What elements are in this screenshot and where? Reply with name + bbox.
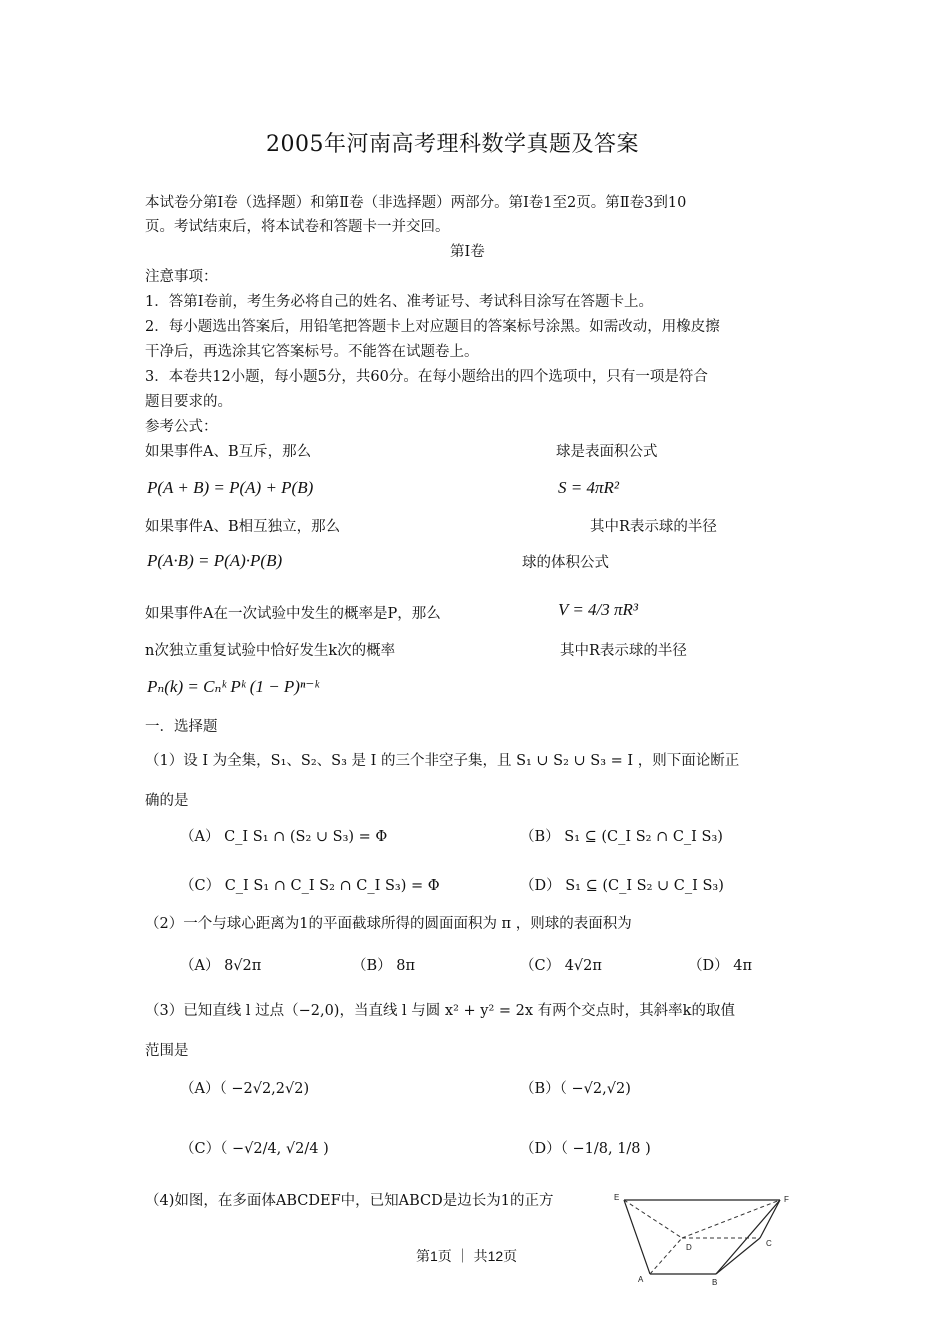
- formula: P(A·B) = P(A)·P(B): [147, 551, 283, 570]
- question-stem: 范围是: [145, 1043, 189, 1059]
- option: （D） 4π: [688, 958, 752, 974]
- option: （C）（ −√2/4, √2/4 ): [180, 1141, 329, 1157]
- option: （C） C_I S₁ ∩ C_I S₂ ∩ C_I S₃) = Φ: [180, 878, 440, 894]
- formula: P(A + B) = P(A) + P(B): [147, 478, 314, 497]
- option: （C） 4√2π: [520, 958, 602, 974]
- figure-label-C: C: [766, 1239, 772, 1248]
- intro-text: 页。考试结束后，将本试卷和答题卡一并交回。: [145, 219, 450, 235]
- formula-label: 球是表面积公式: [556, 444, 658, 460]
- note-item: 题目要求的。: [145, 394, 232, 410]
- option: （A）（ −2√2,2√2): [180, 1081, 310, 1097]
- option: （B） S₁ ⊆ (C_I S₂ ∩ C_I S₃): [520, 829, 723, 845]
- option: （B）（ −√2,√2): [520, 1081, 631, 1097]
- option: （A） 8√2π: [180, 958, 262, 974]
- formula-label: 如果事件A、B互斥，那么: [145, 444, 312, 460]
- formula: S = 4πR²: [558, 478, 619, 497]
- option: （A） C_I S₁ ∩ (S₂ ∪ S₃) = Φ: [180, 829, 388, 845]
- option: （D）（ −1/8, 1/8 ): [520, 1141, 651, 1157]
- question-stem: （4)如图，在多面体ABCDEF中，已知ABCD是边长为1的正方: [145, 1193, 554, 1209]
- polyhedron-figure: [610, 1188, 800, 1288]
- formula-label: 球的体积公式: [522, 555, 609, 571]
- part-heading: 第Ⅰ卷: [450, 244, 485, 260]
- intro-text: 本试卷分第Ⅰ卷（选择题）和第Ⅱ卷（非选择题）两部分。第Ⅰ卷1至2页。第Ⅱ卷3到10: [145, 195, 687, 211]
- formula-label: 其中R表示球的半径: [590, 519, 717, 535]
- section-heading: 一．选择题: [145, 719, 218, 735]
- question-stem: （3）已知直线 l 过点（−2,0)，当直线 l 与圆 x² + y² = 2x 有两个交点时，其斜率k的取值: [145, 1003, 735, 1019]
- figure-label-D: D: [686, 1243, 692, 1252]
- option: （B） 8π: [352, 958, 416, 974]
- option: （D） S₁ ⊆ (C_I S₂ ∪ C_I S₃): [520, 878, 724, 894]
- note-item: 1．答第Ⅰ卷前，考生务必将自己的姓名、准考证号、考试科目涂写在答题卡上。: [145, 294, 653, 310]
- question-stem: 确的是: [145, 793, 189, 809]
- figure-label-B: B: [712, 1278, 718, 1287]
- page-title: 2005年河南高考理科数学真题及答案: [266, 132, 639, 157]
- notes-heading: 注意事项：: [145, 269, 218, 285]
- formulas-heading: 参考公式：: [145, 419, 218, 435]
- question-stem: （2）一个与球心距离为1的平面截球所得的圆面面积为 π ，则球的表面积为: [145, 916, 632, 932]
- formula-label: n次独立重复试验中恰好发生k次的概率: [145, 643, 396, 659]
- note-item: 干净后，再选涂其它答案标号。不能答在试题卷上。: [145, 344, 479, 360]
- note-item: 3．本卷共12小题，每小题5分，共60分。在每小题给出的四个选项中，只有一项是符合: [145, 369, 708, 385]
- formula: Pₙ(k) = Cₙᵏ Pᵏ (1 − P)ⁿ⁻ᵏ: [147, 677, 320, 696]
- question-stem: （1）设 I 为全集，S₁、S₂、S₃ 是 I 的三个非空子集，且 S₁ ∪ S₂ ∪ S₃ = I ，则下面论断正: [145, 753, 740, 769]
- formula-label: 其中R表示球的半径: [560, 643, 687, 659]
- page-footer: 第1页 ｜ 共12页: [416, 1248, 518, 1264]
- note-item: 2．每小题选出答案后，用铅笔把答题卡上对应题目的答案标号涂黑。如需改动，用橡皮擦: [145, 319, 720, 335]
- figure-label-E: E: [614, 1193, 620, 1202]
- figure-label-F: F: [784, 1195, 789, 1204]
- figure-label-A: A: [638, 1275, 644, 1284]
- formula-label: 如果事件A在一次试验中发生的概率是P，那么: [145, 606, 441, 622]
- formula-label: 如果事件A、B相互独立，那么: [145, 519, 341, 535]
- formula: V = 4/3 πR³: [558, 600, 639, 619]
